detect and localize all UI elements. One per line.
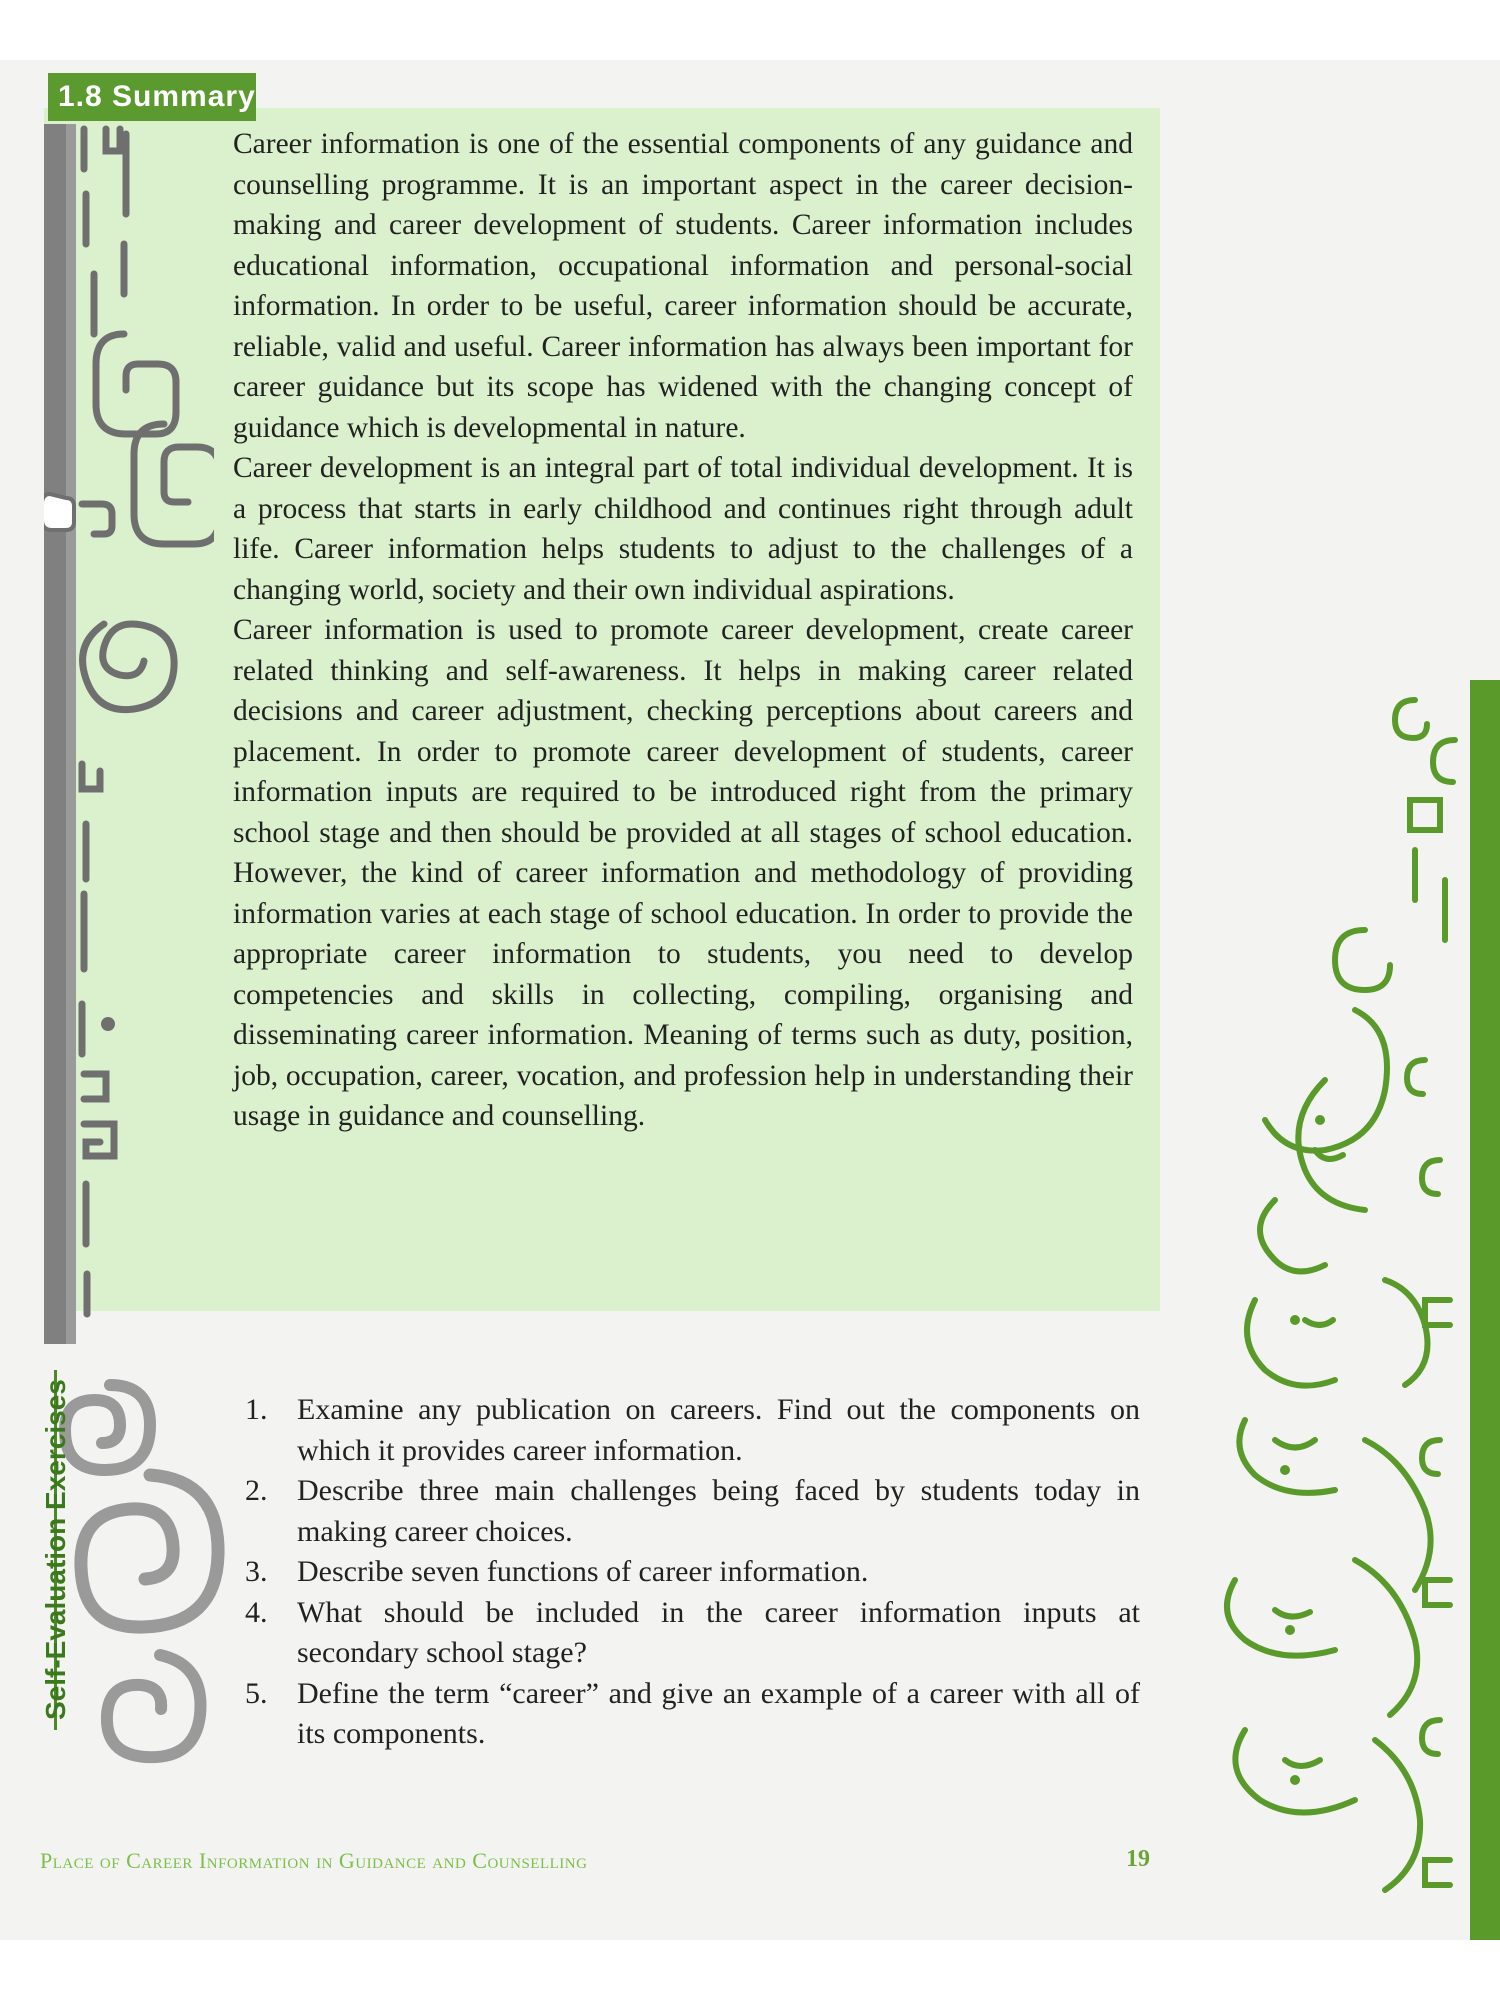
- children-illustration: [1215, 680, 1500, 1940]
- self-evaluation-label: Self-Evaluation Exercises: [40, 1379, 71, 1720]
- exercise-number: 1.: [245, 1393, 268, 1426]
- exercise-number: 3.: [245, 1555, 268, 1588]
- exercise-text: Describe seven functions of career information.: [297, 1555, 869, 1588]
- exercise-text: Describe three main challenges being faced by students today in making career choices.: [297, 1474, 1140, 1548]
- summary-paragraph-1: Career information is one of the essential components of any guidance and counselling programme. It is an important aspect in the career decision-making and career development of students. Career information includes educational information, occupational information and personal-social information. In order to be useful, career information should be accurate, reliable, valid and useful. Career information has always been important for career guidance but its scope has widened with the changing concept of guidance which is developmental in nature.: [233, 128, 1133, 444]
- exercise-item: [245, 1674, 1140, 1755]
- exercise-item: [245, 1593, 1140, 1674]
- exercise-item: [245, 1390, 1140, 1471]
- exercise-number: 4.: [245, 1595, 268, 1629]
- section-heading: 1.8 Summary: [48, 73, 256, 121]
- exercise-number: 2.: [245, 1474, 268, 1507]
- exercise-item: [245, 1471, 1140, 1552]
- page-number: 19: [1126, 1846, 1150, 1872]
- exercise-text: Define the term “career” and give an example of a career with all of its components.: [297, 1676, 1140, 1750]
- self-evaluation-list: [245, 1390, 1140, 1755]
- exercise-text: What should be included in the career information inputs at secondary school stage?: [297, 1595, 1140, 1669]
- summary-text: [233, 124, 1133, 1137]
- summary-paragraph-2: Career development is an integral part of total individual development. It is a process that starts in early childhood and continues right through adult life. Career information helps students to adjust to the challenges of a changing world, society and their own individual aspirations.: [233, 452, 1133, 606]
- footer-chapter-title: Place of Career Information in Guidance and Counselling: [40, 1848, 588, 1873]
- exercise-number: 5.: [245, 1676, 268, 1710]
- exercise-item: [245, 1552, 1140, 1593]
- summary-paragraph-3: Career information is used to promote career development, create career related thinking and self-awareness. It helps in making career related decisions and career adjustment, checking perceptions about careers and placement. In order to promote career development of students, career information inputs are required to be introduced right from the primary school stage and then should be provided at all stages of school education. However, the kind of career information and methodology of providing information varies at each stage of school education. In order to provide the appropriate career information to students, you need to develop competencies and skills in collecting, compiling, organising and disseminating career information. Meaning of terms such as duty, position, job, occupation, career, vocation, and profession help in understanding their usage in guidance and counselling.: [233, 614, 1133, 1132]
- left-spiral-decoration: [44, 124, 214, 1344]
- exercise-text: Examine any publication on careers. Find out the components on which it provides career information.: [297, 1393, 1140, 1467]
